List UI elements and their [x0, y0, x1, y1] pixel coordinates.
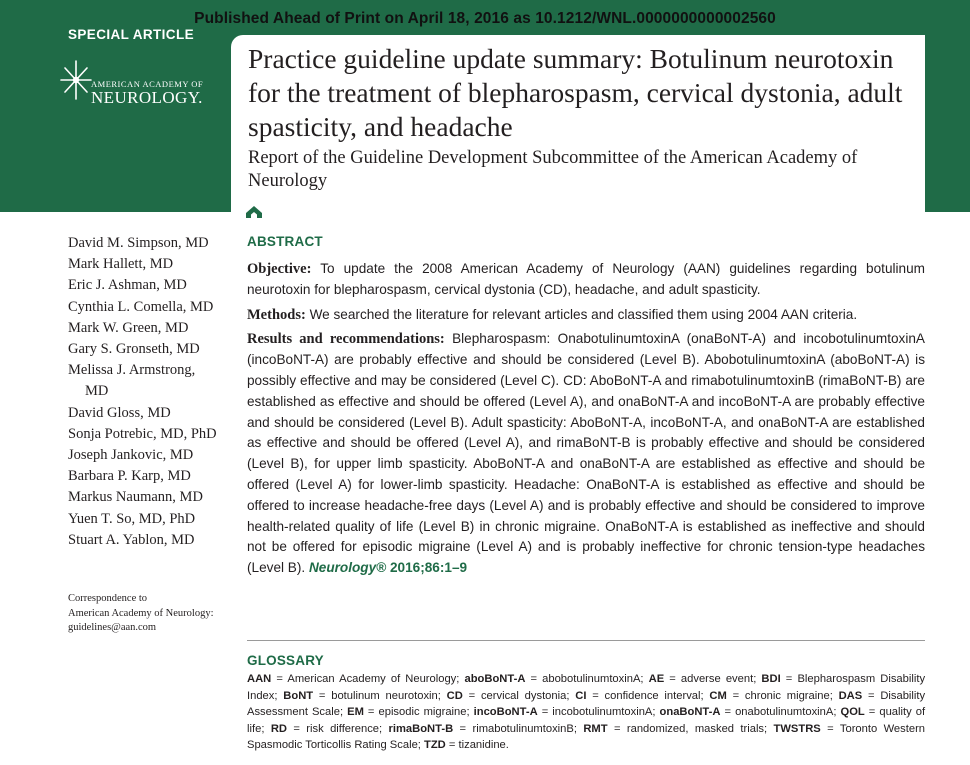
glossary-heading: GLOSSARY	[247, 653, 324, 668]
correspondence	[68, 592, 238, 636]
abstract-methods	[247, 305, 925, 326]
author-name: David Gloss, MD	[68, 404, 171, 421]
objective-text: To update the 2008 American Academy of Neurology (AAN) guidelines regarding botulinum neurotoxin for blepharospasm, cervical dystonia (CD), headache, and adult spasticity.	[247, 261, 925, 297]
methods-label: Methods:	[247, 306, 306, 323]
section-divider	[247, 640, 925, 641]
glossary-definition: rimabotulinumtoxinB	[472, 722, 574, 735]
author-name: Melissa J. Armstrong,	[68, 362, 196, 379]
article-subtitle: Report of the Guideline Development Subcommittee of the American Academy of Neurology	[248, 148, 858, 191]
abstract-objective	[247, 259, 925, 301]
glossary-entry: RD = risk difference;	[270, 722, 389, 735]
glossary-definition: risk difference	[306, 722, 380, 735]
glossary-definition: Blepharospasm Disability Index	[247, 673, 926, 702]
author-name: Joseph Jankovic, MD	[68, 447, 194, 464]
author-name: Markus Naumann, MD	[68, 489, 203, 506]
glossary-term: EM	[347, 706, 364, 719]
author-name: Cynthia L. Comella, MD	[68, 298, 214, 315]
glossary-definition: randomized, masked trials	[626, 722, 765, 735]
aan-star-icon	[60, 60, 92, 100]
glossary-term: TWSTRS	[773, 722, 821, 735]
glossary-entry: RMT = randomized, masked trials;	[583, 722, 774, 735]
glossary-entry: CD = cervical dystonia;	[446, 689, 576, 702]
abstract-heading: ABSTRACT	[247, 234, 323, 249]
glossary-entry: CI = confidence interval;	[575, 689, 710, 702]
author-name: Gary S. Gronseth, MD	[68, 341, 200, 358]
citation[interactable]	[309, 560, 467, 575]
glossary-body	[247, 671, 925, 754]
methods-text: We searched the literature for relevant articles and classified them using 2004 AAN criteria.	[305, 306, 858, 322]
author-name: Eric J. Ashman, MD	[68, 277, 187, 294]
abstract-body	[247, 259, 925, 583]
glossary-definition: quality of life	[247, 706, 926, 735]
glossary-definition: chronic migraine	[744, 689, 830, 702]
glossary-term: QOL	[840, 706, 865, 719]
glossary-term: TZD	[424, 739, 446, 752]
glossary-entry: TWSTRS = Toronto Western Spasmodic Torticollis Rating Scale;	[247, 722, 926, 752]
correspondence-line: Correspondence to	[68, 593, 148, 604]
objective-label: Objective:	[247, 261, 312, 277]
glossary-definition: American Academy of Neurology	[287, 673, 457, 685]
author-list	[68, 233, 243, 551]
glossary-entry: rimaBoNT-B = rimabotulinumtoxinB;	[388, 722, 584, 735]
glossary-term: BoNT	[283, 689, 314, 702]
glossary-entry: QOL = quality of life;	[247, 706, 926, 735]
citation-journal: Neurology®	[308, 560, 387, 576]
glossary-entry: BDI = Blepharospasm Disability Index;	[247, 673, 926, 702]
glossary-term: BDI	[761, 673, 781, 685]
results-text: Blepharospasm: OnabotulinumtoxinA (onaBoNT-A) and incobotulinumtoxinA (incoBoNT-A) are probably effective and should be considered (Level B). AbobotulinumtoxinA (aboBoNT-A) is possibly effective and may be considered (Level C). CD: AboBoNT-A and rimabotulinumtoxinB (rimaBoNT-B) are established as effective and should be offered (Level A), and onaBoNT-A and incoBoNT-A are probably effective and should be considered (Level B). Adult spasticity: AboBoNT-A, incoBoNT-A, and onaBoNT-A are established as effective and should be offered (Level A), and rimaBoNT-B is probably effective and should be considered (Level B), for upper limb spasticity. AboBoNT-A and onaBoNT-A are established as effective and should be offered (Level A) for lower-limb spasticity. Headache: OnaBoNT-A is established as effective and should be offered to increase headache-free days (Level A) and is probably effective and should be considered to improve health-related quality of life (Level B) in chronic migraine. OnaBoNT-A is established as ineffective and should not be offered for episodic migraine (Level A) and is probably ineffective for chronic tension-type headaches (Level B).	[247, 331, 925, 576]
abstract-results	[247, 329, 925, 579]
glossary-entry: incoBoNT-A = incobotulinumtoxinA;	[473, 706, 660, 719]
glossary-entry: onaBoNT-A = onabotulinumtoxinA;	[659, 706, 841, 719]
author-name: Mark W. Green, MD	[68, 319, 189, 336]
correspondence-line: American Academy of Neurology:	[68, 607, 214, 619]
article-title: Practice guideline update summary: Botulinum neurotoxin for the treatment of blepharospasm, cervical dystonia, adult spasticity, and headache	[248, 43, 903, 142]
glossary-term: AE	[648, 673, 665, 685]
author-name: Barbara P. Karp, MD	[68, 468, 191, 485]
journal-home-icon[interactable]	[245, 205, 263, 219]
logo-line-2: NEUROLOGY.	[91, 88, 203, 107]
glossary-entry: aboBoNT-A = abobotulinumtoxinA;	[464, 673, 649, 685]
aan-logo	[60, 60, 220, 110]
glossary-term: rimaBoNT-B	[388, 722, 454, 735]
author-name: Sonja Potrebic, MD, PhD	[68, 425, 217, 442]
glossary-term: RMT	[583, 722, 608, 735]
glossary-term: RD	[270, 722, 287, 735]
logo-line-1: AMERICAN ACADEMY OF	[91, 79, 204, 89]
results-label: Results and recommendations:	[247, 331, 445, 348]
glossary-definition: onabotulinumtoxinA	[735, 706, 834, 719]
glossary-entry: DAS = Disability Assessment Scale;	[247, 689, 926, 719]
glossary-term: CD	[446, 689, 463, 702]
glossary-entry: AE = adverse event;	[648, 673, 762, 685]
glossary-definition: adverse event	[680, 673, 754, 685]
author-name: MD	[85, 383, 109, 400]
glossary-entry: BoNT = botulinum neurotoxin;	[283, 689, 447, 702]
author-name: David M. Simpson, MD	[68, 235, 209, 251]
glossary-term: incoBoNT-A	[473, 706, 538, 719]
correspondence-email[interactable]: guidelines@aan.com	[68, 622, 157, 633]
glossary-definition: cervical dystonia	[480, 689, 567, 702]
glossary-definition: tizanidine	[458, 739, 506, 752]
glossary-term: CI	[575, 689, 587, 702]
author-name: Yuen T. So, MD, PhD	[68, 510, 196, 527]
glossary-definition: confidence interval	[604, 689, 701, 702]
glossary-definition: Toronto Western Spasmodic Torticollis Rating Scale	[247, 722, 926, 752]
citation-volume: 2016;86:1–9	[386, 560, 468, 576]
glossary-term: onaBoNT-A	[659, 706, 721, 719]
section-label: SPECIAL ARTICLE	[68, 27, 195, 42]
glossary-definition: Disability Assessment Scale	[247, 689, 926, 719]
glossary-term: DAS	[838, 689, 863, 702]
glossary-term: AAN	[247, 673, 272, 685]
glossary-term: CM	[709, 689, 727, 702]
author-name: Mark Hallett, MD	[68, 256, 174, 273]
glossary-entry: CM = chronic migraine;	[709, 689, 839, 702]
glossary-definition: incobotulinumtoxinA	[552, 706, 653, 719]
glossary-term: aboBoNT-A	[464, 673, 526, 685]
glossary-definition: episodic migraine	[378, 706, 467, 719]
glossary-entry: AAN = American Academy of Neurology;	[247, 673, 465, 685]
glossary-definition: botulinum neurotoxin	[331, 689, 438, 702]
glossary-definition: abobotulinumtoxinA	[542, 673, 641, 685]
author-name: Stuart A. Yablon, MD	[68, 531, 195, 548]
glossary-entry: TZD = tizanidine.	[424, 739, 509, 752]
publication-notice: Published Ahead of Print on April 18, 2016 as 10.1212/WNL.0000000000002560	[194, 10, 776, 27]
glossary-entry: EM = episodic migraine;	[347, 706, 474, 719]
